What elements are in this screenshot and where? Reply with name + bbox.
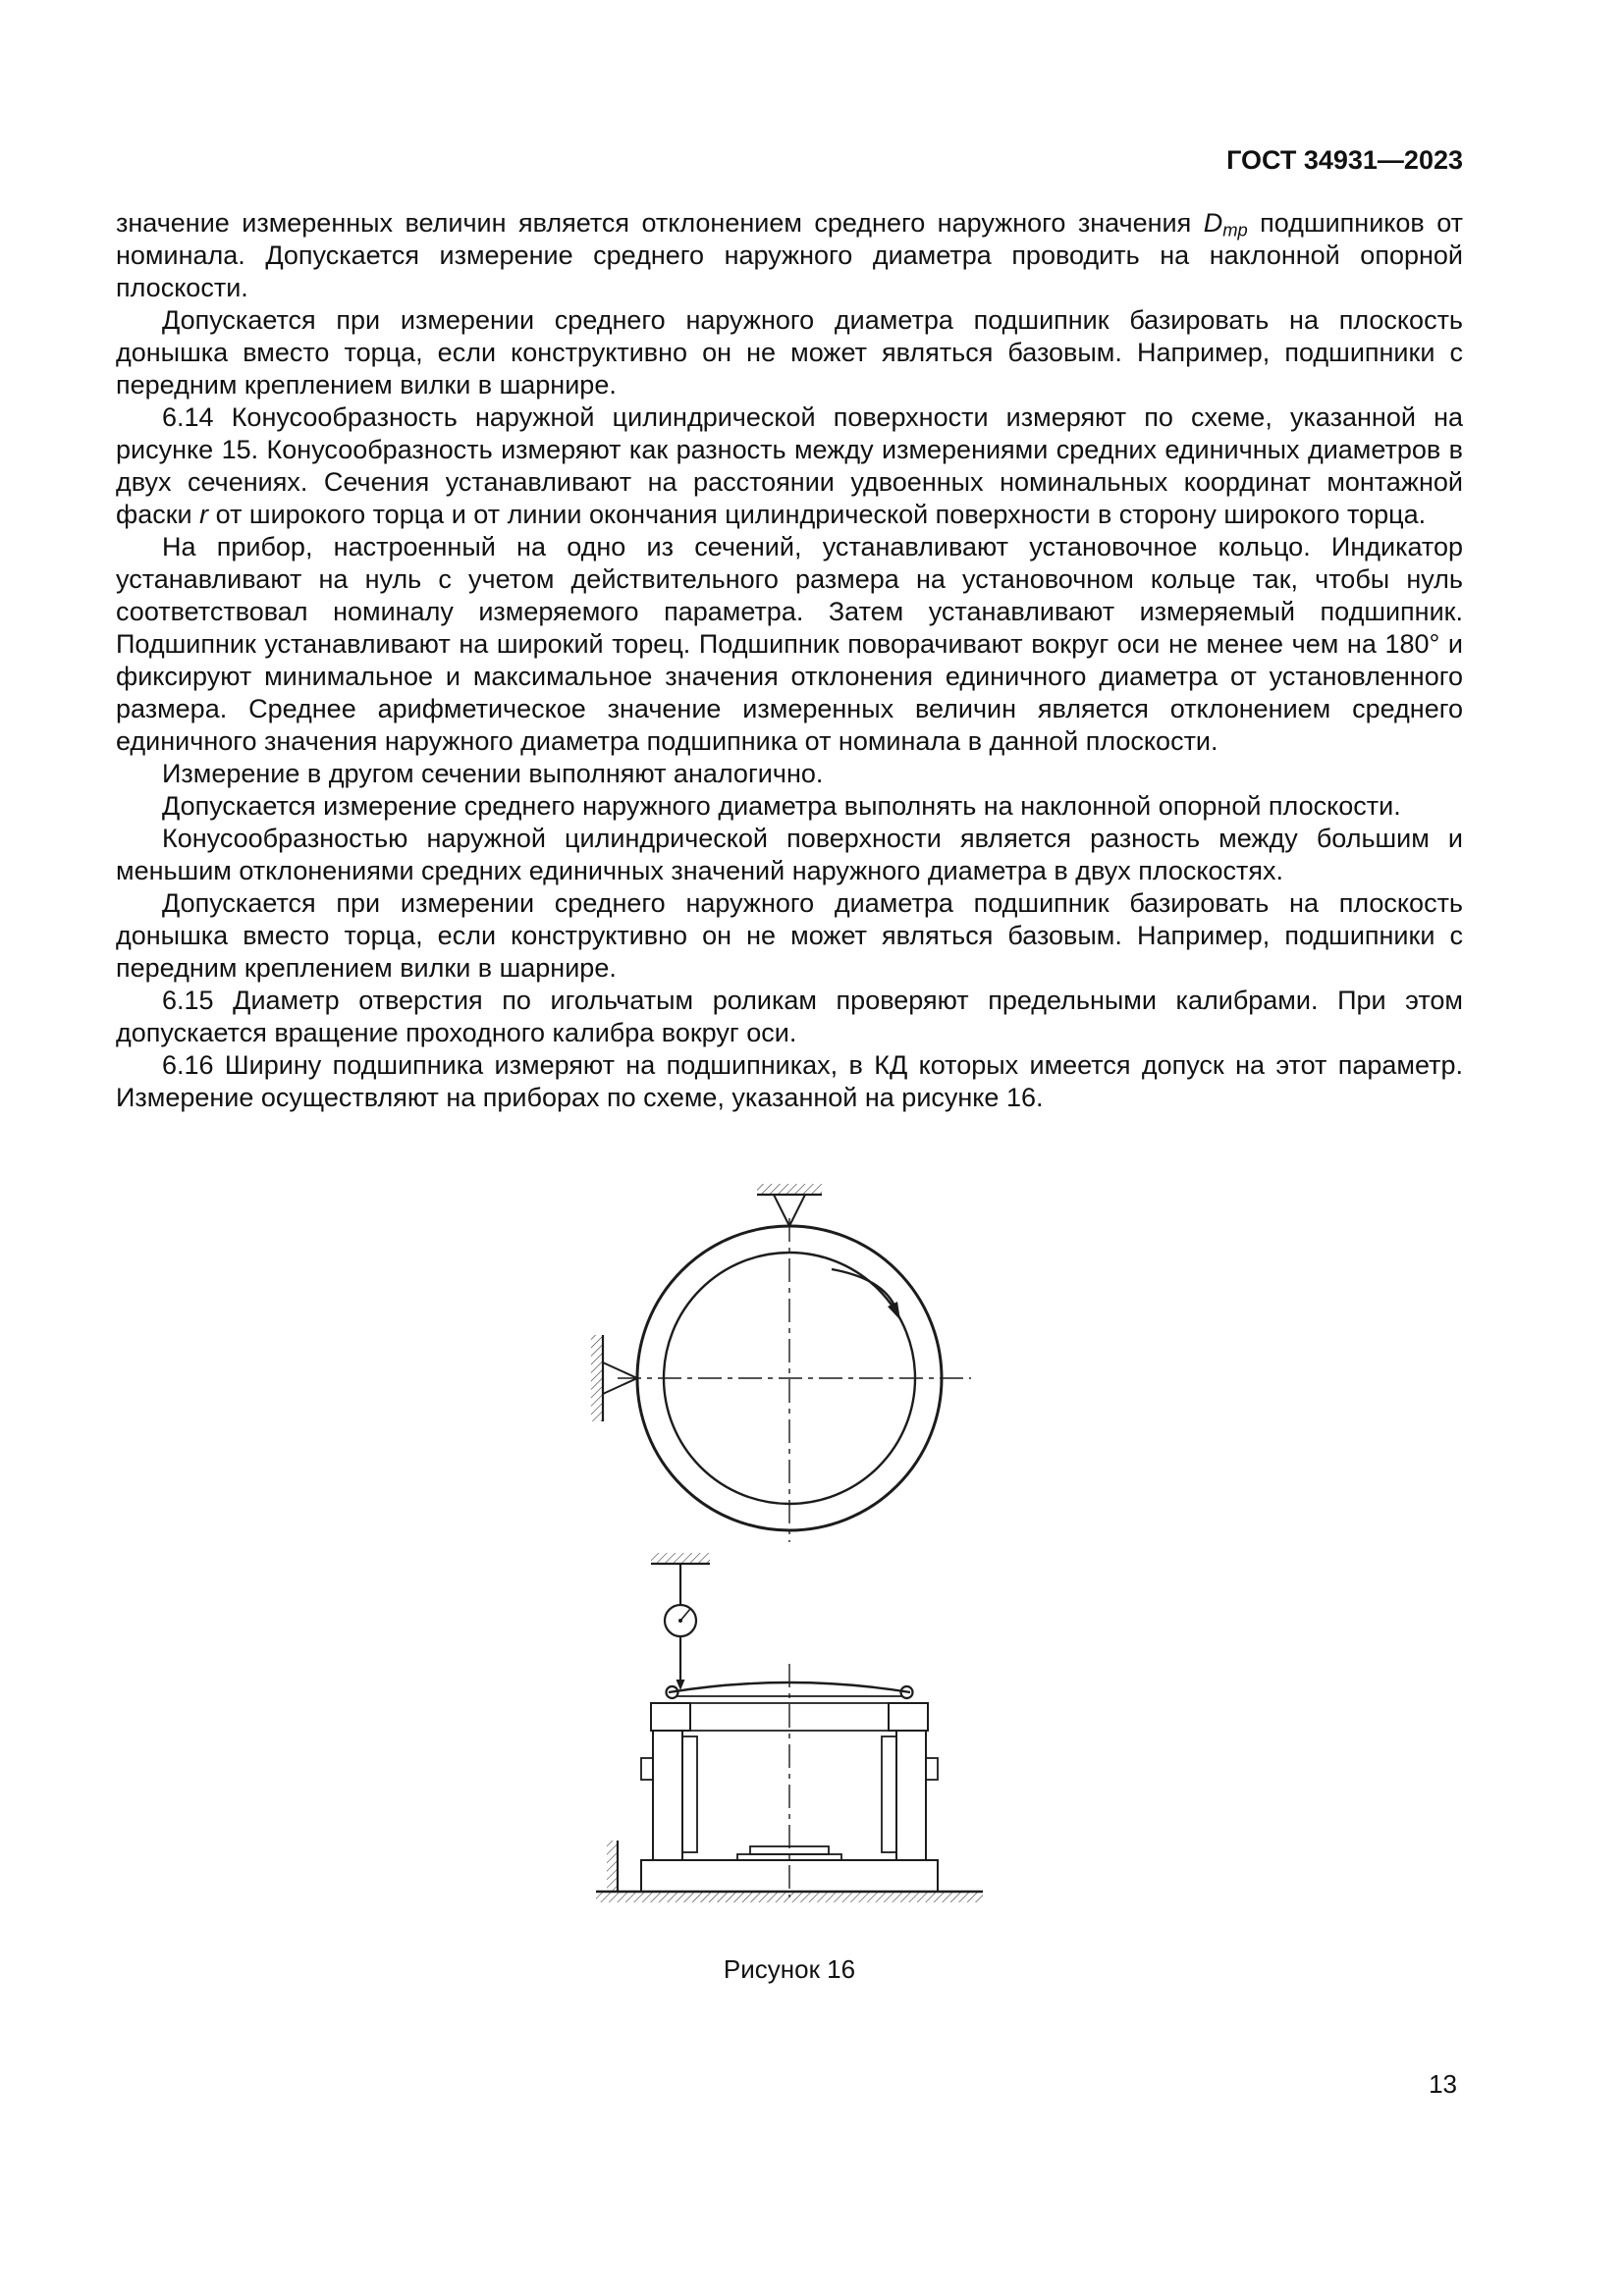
width-measurement-diagram <box>588 1548 991 1903</box>
side-stop-icon <box>607 1841 618 1892</box>
paragraph: Измерение в другом сечении выполняют аналогично. <box>162 759 824 788</box>
paragraph: Допускается при измерении среднего наружного диаметра подшипник базировать на плоскость донышка вместо торца, если конструктивно он не может являться базовым. Например, подшипники с передним креплением вилки в шарнире. <box>116 888 1463 983</box>
figure-16 <box>116 1175 1463 1985</box>
paragraph: 6.14 Конусообразность наружной цилиндрической поверхности измеряют по схеме, указанной на рисунке 15. Конусообразность измеряют как разность между измерениями средних единичных диаметров в двух сечениях. Сечения устанавливают на расстоянии удвоенных номинальных координат монтажной фаски r от широкого торца и от линии окончания цилиндрической поверхности в сторону широкого торца. <box>116 402 1463 529</box>
figure-caption: Рисунок 16 <box>723 1954 856 1984</box>
rotation-arrow-icon <box>832 1269 900 1320</box>
paragraph: Допускается измерение среднего наружного диаметра выполнять на наклонной опорной плоскости. <box>162 791 1401 821</box>
body-text <box>116 207 1463 1114</box>
fixed-support-top-icon <box>651 1553 710 1564</box>
paragraph: 6.16 Ширину подшипника измеряют на подшипниках, в КД которых имеется допуск на этот параметр. Измерение осуществляют на приборах по схеме, указанной на рисунке 16. <box>116 1050 1463 1112</box>
paragraph: На прибор, настроенный на одно из сечений, устанавливают установочное кольцо. Индикатор устанавливают на нуль с учетом действительного размера на установочном кольце так, чтобы нуль соответствовал номиналу измеряемого параметра. Затем устанавливают измеряемый подшипник. Подшипник устанавливают на широкий торец. Подшипник поворачивают вокруг оси не менее чем на 180° и фиксируют минимальное и максимальное значения отклонения единичного диаметра от установленного размера. Среднее арифметическое значение измеренных величин является отклонением среднего единичного значения наружного диаметра подшипника от номинала в данной плоскости. <box>116 532 1463 756</box>
paragraph: Допускается при измерении среднего наружного диаметра подшипник базировать на плоскость донышка вместо торца, если конструктивно он не может являться базовым. Например, подшипники с передним креплением вилки в шарнире. <box>116 305 1463 400</box>
paragraph: 6.15 Диаметр отверстия по игольчатым роликам проверяют предельными калибрами. При этом допускается вращение проходного калибра вокруг оси. <box>116 986 1463 1047</box>
paragraph: значение измеренных величин является отклонением среднего наружного значения $D_{mp}$ подшипников от номинала. Допускается измерение среднего наружного диаметра проводить на наклонной опорной плоскости. <box>116 208 1463 302</box>
centerlines <box>618 1218 971 1542</box>
ring-front-view-diagram <box>547 1175 1032 1548</box>
ground-hatch-icon <box>596 1892 983 1902</box>
document-code: ГОСТ 34931—2023 <box>1226 145 1463 175</box>
paragraph: Конусообразностью наружной цилиндрической поверхности является разность между большим и меньшим отклонениями средних единичных значений наружного диаметра в двух плоскостях. <box>116 824 1463 885</box>
page-number: 13 <box>1429 2069 1457 2099</box>
dial-indicator-icon <box>665 1564 696 1690</box>
